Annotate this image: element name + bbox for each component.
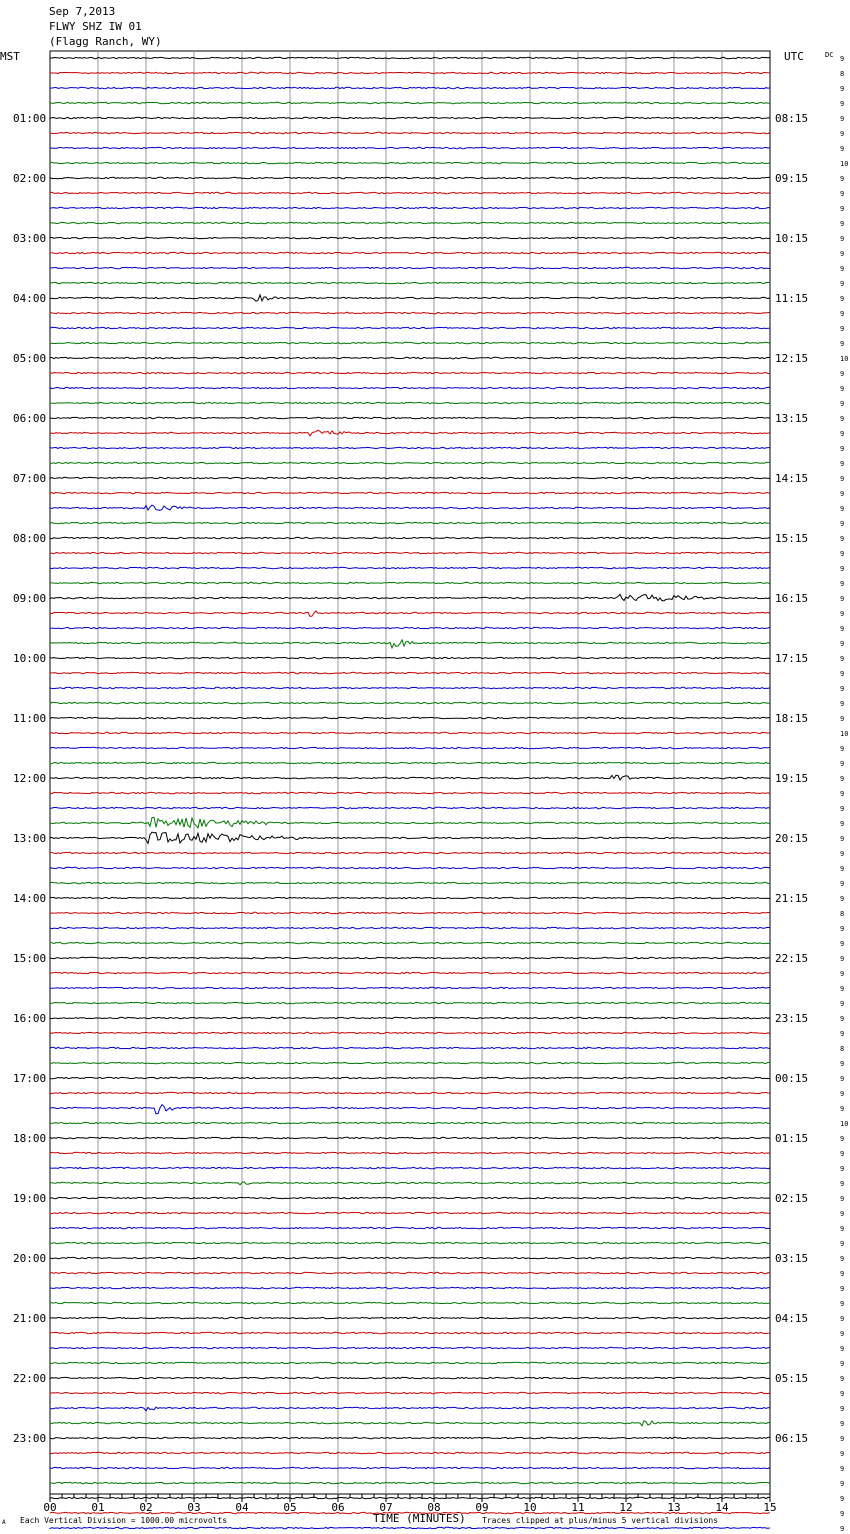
dc-offset-label: 8 [840,910,845,918]
dc-offset-label: 9 [840,370,845,378]
dc-offset-label: 9 [840,1495,845,1503]
trace-line [50,1302,770,1303]
x-tick-label: 08 [427,1501,441,1514]
dc-offset-label: 8 [840,1045,845,1053]
left-hour-label: 23:00 [13,1432,47,1445]
left-hour-label: 17:00 [13,1072,47,1085]
trace-line [50,342,770,343]
trace-line [50,1167,770,1168]
trace-line [50,1227,770,1228]
trace-line [50,552,770,553]
x-tick-label: 07 [379,1501,393,1514]
trace-line [50,1437,770,1438]
right-hour-label: 16:15 [775,592,809,605]
dc-offset-label: 9 [840,985,845,993]
dc-offset-label: 9 [840,1270,845,1278]
grid [50,51,770,1502]
trace-line [50,207,770,208]
left-hour-label: 19:00 [13,1192,47,1205]
dc-offset-label: 9 [840,895,845,903]
dc-offset-label: 9 [840,850,845,858]
left-hour-label: 16:00 [13,1012,47,1025]
dc-offset-label: 9 [840,670,845,678]
trace-line [50,627,770,628]
right-hour-label: 01:15 [775,1132,809,1145]
dc-offset-label: 9 [840,340,845,348]
dc-offset-label: 9 [840,205,845,213]
trace-line [50,1377,770,1378]
dc-offset-label: 9 [840,625,845,633]
x-tick-label: 11 [571,1501,585,1514]
trace-line [50,1182,770,1185]
dc-offset-label: 9 [840,1240,845,1248]
dc-offset-label: 9 [840,940,845,948]
dc-offset-label: 9 [840,1360,845,1368]
trace-line [50,372,770,373]
dc-offset-label: 9 [840,1450,845,1458]
footer-scale-prefix: A [2,1519,6,1526]
trace-line [50,1392,770,1393]
right-hour-label: 19:15 [775,772,809,785]
dc-offset-label: 9 [840,1150,845,1158]
trace-line [50,987,770,988]
trace-line [50,1242,770,1243]
trace-line [50,1467,770,1468]
dc-offset-label: 9 [840,700,845,708]
x-tick-label: 05 [283,1501,297,1514]
dc-offset-label: 9 [840,130,845,138]
trace-line [50,295,770,301]
trace-line [50,882,770,883]
trace-line [50,732,770,733]
trace-line [50,897,770,898]
trace-line [50,237,770,238]
left-hour-label: 12:00 [13,772,47,785]
dc-offset-label: 9 [840,400,845,408]
dc-offset-label: 9 [840,115,845,123]
trace-line [50,687,770,688]
x-tick-label: 15 [763,1501,777,1514]
trace-line [50,1137,770,1138]
trace-line [50,702,770,703]
trace-line [50,1482,770,1483]
trace-line [50,1287,770,1288]
trace-line [50,267,770,268]
trace-line [50,1212,770,1213]
left-hour-label: 03:00 [13,232,47,245]
dc-offset-label: 9 [840,1510,845,1518]
dc-offset-label: 9 [840,865,845,873]
trace-line [50,1062,770,1063]
left-timezone-label: MST [0,50,20,63]
dc-offset-label: 9 [840,580,845,588]
right-hour-label: 06:15 [775,1432,809,1445]
right-hour-label: 03:15 [775,1252,809,1265]
left-hour-label: 10:00 [13,652,47,665]
dc-offset-label: 9 [840,1465,845,1473]
trace-line [50,594,770,600]
trace-line [50,640,770,648]
trace-line [50,417,770,418]
right-hour-label: 02:15 [775,1192,809,1205]
dc-offset-label: 9 [840,1330,845,1338]
dc-offset-label: 10 [840,1120,849,1128]
dc-offset-label: 9 [840,385,845,393]
trace-line [50,462,770,463]
labels [13,55,848,1534]
station-label: FLWY SHZ IW 01 [49,20,142,33]
trace-line [50,582,770,583]
right-hour-label: 17:15 [775,652,809,665]
dc-offset-label: 9 [840,1000,845,1008]
trace-line [50,327,770,328]
dc-offset-label: 9 [840,1315,845,1323]
trace-line [50,312,770,313]
right-hour-label: 20:15 [775,832,809,845]
dc-offset-label: 10 [840,160,849,168]
dc-offset-label: 10 [840,355,849,363]
trace-line [50,672,770,673]
trace-line [50,537,770,538]
left-hour-label: 06:00 [13,412,47,425]
trace-line [50,1032,770,1033]
x-tick-label: 13 [667,1501,681,1514]
right-hour-label: 04:15 [775,1312,809,1325]
dc-offset-label: 9 [840,835,845,843]
trace-line [50,1152,770,1153]
trace-line [50,147,770,148]
trace-line [50,132,770,133]
right-hour-label: 15:15 [775,532,809,545]
right-hour-label: 11:15 [775,292,809,305]
right-hour-label: 12:15 [775,352,809,365]
dc-offset-label: 9 [840,445,845,453]
x-tick-label: 00 [43,1501,57,1514]
trace-line [50,762,770,763]
dc-offset-label: 9 [840,595,845,603]
trace-line [50,492,770,493]
dc-offset-label: 9 [840,1195,845,1203]
trace-line [50,477,770,478]
trace-line [50,162,770,163]
trace-line [50,357,770,358]
trace-line [50,430,770,436]
trace-line [50,972,770,973]
trace-line [50,1122,770,1123]
trace-line [50,912,770,913]
dc-offset-label: 9 [840,1420,845,1428]
x-tick-label: 01 [91,1501,105,1514]
trace-line [50,747,770,748]
trace-line [50,775,770,780]
dc-offset-label: 9 [840,1525,845,1533]
trace-line [50,567,770,568]
dc-offset-label: 9 [840,85,845,93]
left-hour-label: 14:00 [13,892,47,905]
trace-line [50,1092,770,1093]
dc-offset-label: 9 [840,1390,845,1398]
dc-offset-label: 9 [840,970,845,978]
dc-offset-label: 9 [840,880,845,888]
dc-offset-label: 9 [840,475,845,483]
dc-offset-label: 9 [840,1030,845,1038]
dc-offset-label: 9 [840,1165,845,1173]
trace-line [50,1077,770,1078]
dc-offset-label: 9 [840,1300,845,1308]
dc-offset-label: 9 [840,1480,845,1488]
dc-offset-label: 9 [840,220,845,228]
dc-offset-label: 9 [840,520,845,528]
trace-line [50,852,770,853]
trace-line [50,1317,770,1318]
trace-line [50,1347,770,1348]
date-label: Sep 7,2013 [49,5,116,18]
dc-offset-label: 9 [840,820,845,828]
x-tick-label: 02 [139,1501,153,1514]
dc-offset-label: 9 [840,1090,845,1098]
right-hour-label: 23:15 [775,1012,809,1025]
dc-offset-label: 9 [840,1180,845,1188]
trace-line [50,1362,770,1363]
dc-offset-label: 8 [840,70,845,78]
dc-offset-label: 9 [840,1210,845,1218]
right-hour-label: 08:15 [775,112,809,125]
left-hour-label: 09:00 [13,592,47,605]
trace-line [50,1197,770,1198]
trace-line [50,867,770,868]
dc-offset-label: 10 [840,730,849,738]
dc-offset-label: 9 [840,490,845,498]
left-hour-label: 07:00 [13,472,47,485]
left-hour-label: 02:00 [13,172,47,185]
trace-line [50,505,770,510]
dc-offset-label: 9 [840,325,845,333]
trace-line [50,942,770,943]
right-hour-label: 00:15 [775,1072,809,1085]
trace-line [50,282,770,283]
right-hour-label: 21:15 [775,892,809,905]
location-label: (Flagg Ranch, WY) [49,35,162,48]
right-hour-label: 10:15 [775,232,809,245]
left-hour-label: 20:00 [13,1252,47,1265]
dc-offset-label: 9 [840,550,845,558]
dc-offset-label: 9 [840,415,845,423]
dc-offset-label: 9 [840,1015,845,1023]
trace-line [50,792,770,793]
dc-offset-label: 9 [840,235,845,243]
dc-offset-label: 9 [840,1285,845,1293]
trace-line [50,817,770,828]
trace-line [50,1421,770,1426]
x-tick-label: 09 [475,1501,489,1514]
trace-line [50,807,770,808]
trace-line [50,102,770,103]
left-hour-label: 13:00 [13,832,47,845]
right-hour-label: 13:15 [775,412,809,425]
dc-offset-label: 9 [840,760,845,768]
trace-line [50,192,770,193]
x-tick-label: 04 [235,1501,249,1514]
right-hour-label: 09:15 [775,172,809,185]
x-tick-label: 03 [187,1501,201,1514]
trace-line [50,1527,770,1528]
dc-offset-label: 9 [840,775,845,783]
dc-offset-label: 9 [840,505,845,513]
trace-line [50,1452,770,1453]
dc-offset-label: 9 [840,265,845,273]
x-axis-title: TIME (MINUTES) [373,1512,466,1525]
dc-offset-label: 9 [840,1405,845,1413]
dc-offset-label: 9 [840,745,845,753]
trace-line [50,1332,770,1333]
right-hour-label: 14:15 [775,472,809,485]
dc-offset-label: 9 [840,1255,845,1263]
dc-offset-label: 9 [840,1435,845,1443]
footer-clip-note: Traces clipped at plus/minus 5 vertical divisions [482,1516,719,1525]
left-hour-label: 04:00 [13,292,47,305]
dc-offset-label: 9 [840,430,845,438]
trace-line [50,222,770,223]
left-hour-label: 11:00 [13,712,47,725]
left-hour-label: 05:00 [13,352,47,365]
dc-offset-label: 9 [840,55,845,63]
dc-offset-label: 9 [840,1135,845,1143]
traces [50,57,770,1534]
dc-offset-label: 9 [840,1105,845,1113]
x-tick-label: 12 [619,1501,633,1514]
dc-offset-label: 9 [840,640,845,648]
trace-line [50,611,770,616]
left-hour-label: 21:00 [13,1312,47,1325]
trace-line [50,657,770,658]
dc-offset-label: 9 [840,250,845,258]
dc-offset-label: 9 [840,805,845,813]
trace-line [50,1272,770,1273]
trace-line [50,57,770,58]
trace-line [50,957,770,958]
dc-offset-label: 9 [840,610,845,618]
right-hour-label: 22:15 [775,952,809,965]
dc-offset-label: 9 [840,925,845,933]
trace-line [50,1017,770,1018]
left-hour-label: 22:00 [13,1372,47,1385]
dc-offset-label: 9 [840,1375,845,1383]
dc-offset-label: 9 [840,535,845,543]
dc-offset-label: 9 [840,1075,845,1083]
dc-offset-label: 9 [840,1060,845,1068]
left-hour-label: 18:00 [13,1132,47,1145]
trace-line [50,447,770,448]
footer-scale-note: Each Vertical Division = 1000.00 microvolts [20,1516,228,1525]
dc-offset-label: 9 [840,190,845,198]
x-tick-label: 10 [523,1501,537,1514]
dc-offset-label: 9 [840,790,845,798]
dc-header-label: DC [825,51,834,59]
dc-offset-label: 9 [840,715,845,723]
left-hour-label: 01:00 [13,112,47,125]
trace-line [50,72,770,73]
trace-line [50,927,770,928]
trace-line [50,1407,770,1411]
dc-offset-label: 9 [840,175,845,183]
trace-line [50,117,770,118]
dc-offset-label: 9 [840,685,845,693]
trace-line [50,402,770,403]
right-hour-label: 18:15 [775,712,809,725]
dc-offset-label: 9 [840,295,845,303]
dc-offset-label: 9 [840,1225,845,1233]
trace-line [50,1002,770,1003]
dc-offset-label: 9 [840,460,845,468]
right-timezone-label: UTC [784,50,804,63]
x-tick-label: 06 [331,1501,345,1514]
trace-line [50,87,770,88]
dc-offset-label: 9 [840,955,845,963]
x-tick-label: 14 [715,1501,729,1514]
dc-offset-label: 9 [840,565,845,573]
trace-line [50,717,770,718]
trace-line [50,177,770,178]
dc-offset-label: 9 [840,1345,845,1353]
trace-line [50,832,770,843]
trace-line [50,387,770,388]
dc-offset-label: 9 [840,145,845,153]
trace-line [50,522,770,523]
trace-line [50,252,770,253]
dc-offset-label: 9 [840,100,845,108]
trace-line [50,1105,770,1114]
left-hour-label: 08:00 [13,532,47,545]
trace-line [50,1257,770,1258]
dc-offset-label: 9 [840,280,845,288]
dc-offset-label: 9 [840,310,845,318]
trace-line [50,1047,770,1048]
left-hour-label: 15:00 [13,952,47,965]
right-hour-label: 05:15 [775,1372,809,1385]
dc-offset-label: 9 [840,655,845,663]
